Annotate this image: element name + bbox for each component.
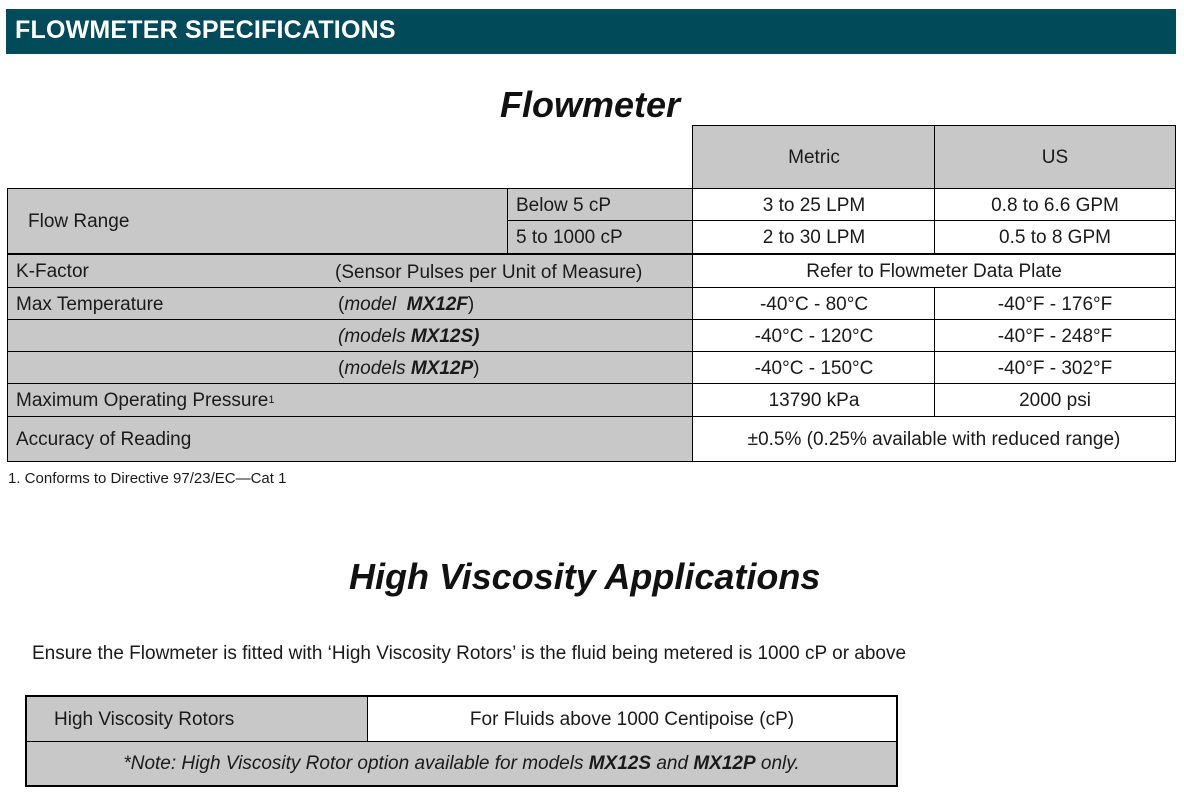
high-viscosity-title: High Viscosity Applications [349, 556, 821, 597]
kfactor-row-label [7, 254, 694, 289]
max-temp-us-3: -40°F - 302°F [934, 351, 1176, 385]
flowmeter-title: Flowmeter [500, 84, 681, 125]
max-temp-metric-1: -40°C - 80°C [692, 287, 936, 321]
pressure-us: 2000 psi [934, 383, 1176, 418]
pressure-label: Maximum Operating Pressure 1 [7, 383, 694, 418]
pressure-metric: 13790 kPa [692, 383, 936, 418]
col-header-metric: Metric [692, 125, 936, 190]
max-temp-model-3: (models MX12P) [338, 358, 480, 379]
max-temp-metric-3: -40°C - 150°C [692, 351, 936, 385]
max-temp-model-2: (models MX12S) [338, 326, 480, 347]
rotors-note: *Note: High Viscosity Rotor option available for models MX12S and MX12P only. [25, 741, 898, 787]
flow-range-us-2: 0.5 to 8 GPM [934, 220, 1176, 254]
max-temp-model-1: (model MX12F) [338, 294, 475, 315]
flow-range-us-1: 0.8 to 6.6 GPM [934, 188, 1176, 222]
footnote: 1. Conforms to Directive 97/23/EC—Cat 1 [8, 470, 287, 487]
max-temp-row-2 [7, 319, 694, 353]
section-header-bar [6, 9, 1176, 54]
kfactor-description: (Sensor Pulses per Unit of Measure) [335, 262, 643, 283]
max-temp-label: Max Temperature [16, 293, 164, 315]
flow-range-condition-2: 5 to 1000 cP [507, 220, 694, 254]
max-temp-us-1: -40°F - 176°F [934, 287, 1176, 321]
rotors-label: High Viscosity Rotors [25, 695, 369, 743]
max-temp-row-1 [7, 287, 694, 321]
col-header-us: US [934, 125, 1176, 190]
flow-range-condition-1: Below 5 cP [507, 188, 694, 222]
max-temp-us-2: -40°F - 248°F [934, 319, 1176, 353]
max-temp-row-3 [7, 351, 694, 385]
rotors-value: For Fluids above 1000 Centipoise (cP) [367, 695, 898, 743]
flow-range-metric-1: 3 to 25 LPM [692, 188, 936, 222]
section-header-title: FLOWMETER SPECIFICATIONS [15, 16, 396, 44]
accuracy-value: ±0.5% (0.25% available with reduced range) [692, 416, 1176, 462]
high-viscosity-paragraph: Ensure the Flowmeter is fitted with ‘High Viscosity Rotors’ is the fluid being metered is 1000 cP or above [32, 643, 907, 664]
flow-range-metric-2: 2 to 30 LPM [692, 220, 936, 254]
kfactor-label: K-Factor [16, 261, 89, 282]
pressure-footnote-ref: 1 [268, 394, 275, 406]
max-temp-metric-2: -40°C - 120°C [692, 319, 936, 353]
accuracy-label: Accuracy of Reading [7, 416, 694, 462]
flow-range-label: Flow Range [7, 188, 509, 254]
kfactor-value: Refer to Flowmeter Data Plate [692, 254, 1176, 289]
